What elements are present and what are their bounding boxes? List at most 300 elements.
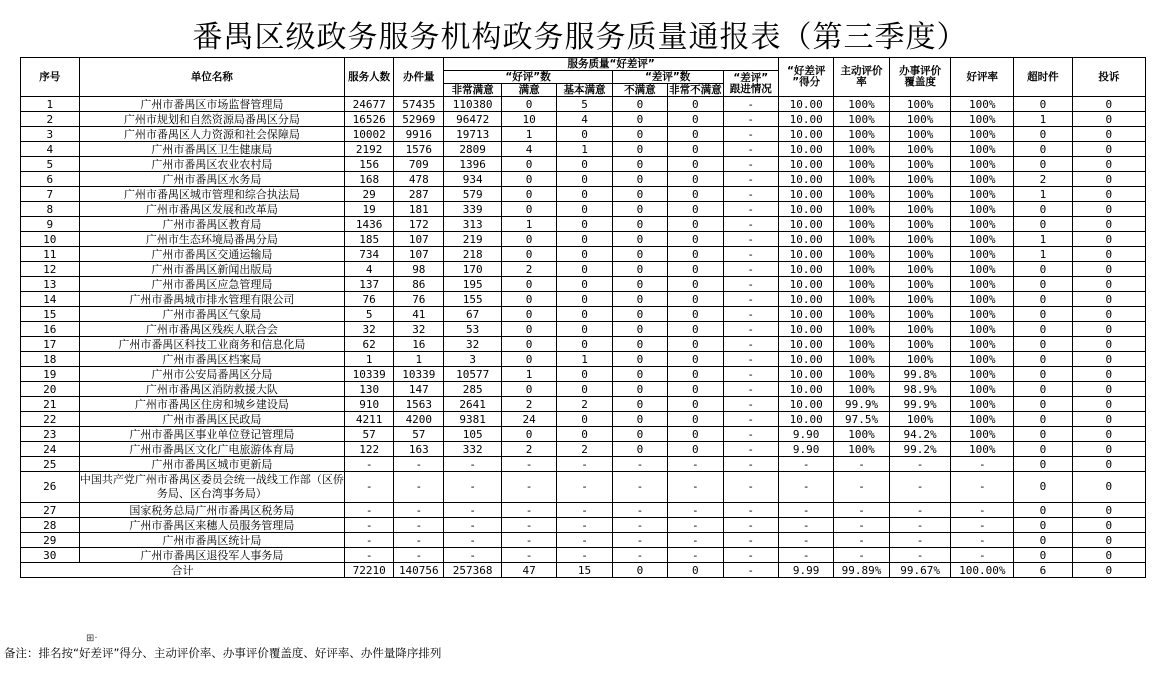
cell-satisfied: 0 <box>501 292 556 307</box>
cell-very-satisfied: 3 <box>444 352 502 367</box>
cell-very-satisfied: 332 <box>444 442 502 457</box>
cell-coverage: - <box>889 472 951 503</box>
table-row <box>21 202 1146 217</box>
cell-volume: 107 <box>394 232 444 247</box>
cell-very-satisfied: 285 <box>444 382 502 397</box>
cell-seq: 6 <box>21 172 80 187</box>
cell-followup: - <box>723 367 778 382</box>
cell-overtime: 0 <box>1014 337 1073 352</box>
cell-seq: 25 <box>21 457 80 472</box>
cell-active-rate: 100% <box>834 262 889 277</box>
cell-active-rate: 100% <box>834 442 889 457</box>
cell-basic-satisfied: - <box>557 548 612 563</box>
cell-people: 10002 <box>345 127 394 142</box>
cell-followup: - <box>723 352 778 367</box>
cell-followup: - <box>723 127 778 142</box>
cell-overtime: 1 <box>1014 112 1073 127</box>
paste-options-icon[interactable]: ⊞· <box>86 633 98 644</box>
header-service-people: 服务人数 <box>345 58 394 97</box>
cell-satisfied: - <box>501 457 556 472</box>
cell-active-rate: 100% <box>834 247 889 262</box>
cell-overtime: 0 <box>1014 518 1073 533</box>
cell-overtime: 0 <box>1014 457 1073 472</box>
cell-score: 10.00 <box>778 277 833 292</box>
cell-volume: - <box>394 472 444 503</box>
cell-satisfied: 0 <box>501 97 556 112</box>
total-complaint: 0 <box>1072 563 1145 578</box>
cell-satisfied: 0 <box>501 322 556 337</box>
cell-basic-satisfied: 2 <box>557 397 612 412</box>
cell-unsatisfied: 0 <box>612 397 667 412</box>
cell-overtime: 0 <box>1014 277 1073 292</box>
cell-active-rate: 100% <box>834 307 889 322</box>
cell-people: 168 <box>345 172 394 187</box>
header-good-group: “好评”数 <box>444 71 612 84</box>
cell-overtime: 0 <box>1014 97 1073 112</box>
cell-basic-satisfied: 1 <box>557 352 612 367</box>
cell-volume: 41 <box>394 307 444 322</box>
cell-people: 130 <box>345 382 394 397</box>
cell-good-rate: 100% <box>951 187 1014 202</box>
cell-score: 10.00 <box>778 337 833 352</box>
cell-coverage: 100% <box>889 307 951 322</box>
cell-overtime: 0 <box>1014 202 1073 217</box>
total-satisfied: 47 <box>501 563 556 578</box>
cell-good-rate: 100% <box>951 142 1014 157</box>
cell-satisfied: 10 <box>501 112 556 127</box>
cell-complaint: 0 <box>1072 337 1145 352</box>
cell-volume: 76 <box>394 292 444 307</box>
cell-followup: - <box>723 97 778 112</box>
cell-very-unsatisfied: 0 <box>668 172 723 187</box>
total-basic-satisfied: 15 <box>557 563 612 578</box>
cell-followup: - <box>723 157 778 172</box>
cell-coverage: - <box>889 533 951 548</box>
cell-unit: 国家税务总局广州市番禺区税务局 <box>79 503 345 518</box>
cell-coverage: 94.2% <box>889 427 951 442</box>
cell-score: 10.00 <box>778 217 833 232</box>
cell-followup: - <box>723 112 778 127</box>
cell-active-rate: - <box>834 472 889 503</box>
cell-score: 10.00 <box>778 127 833 142</box>
cell-coverage: 100% <box>889 337 951 352</box>
cell-score: 10.00 <box>778 292 833 307</box>
cell-overtime: 0 <box>1014 217 1073 232</box>
cell-active-rate: 99.9% <box>834 397 889 412</box>
cell-very-satisfied: 219 <box>444 232 502 247</box>
cell-basic-satisfied: 0 <box>557 187 612 202</box>
cell-complaint: 0 <box>1072 307 1145 322</box>
total-volume: 140756 <box>394 563 444 578</box>
cell-basic-satisfied: 0 <box>557 277 612 292</box>
cell-complaint: 0 <box>1072 157 1145 172</box>
cell-good-rate: 100% <box>951 247 1014 262</box>
cell-score: 10.00 <box>778 112 833 127</box>
cell-active-rate: - <box>834 518 889 533</box>
cell-seq: 1 <box>21 97 80 112</box>
cell-unit: 广州市番禺区新闻出版局 <box>79 262 345 277</box>
cell-very-satisfied: - <box>444 457 502 472</box>
cell-very-satisfied: 579 <box>444 187 502 202</box>
cell-active-rate: 100% <box>834 112 889 127</box>
cell-people: 62 <box>345 337 394 352</box>
cell-very-satisfied: 218 <box>444 247 502 262</box>
total-coverage: 99.67% <box>889 563 951 578</box>
cell-overtime: 0 <box>1014 157 1073 172</box>
cell-coverage: 100% <box>889 232 951 247</box>
table-row <box>21 262 1146 277</box>
cell-unit: 广州市番禺区水务局 <box>79 172 345 187</box>
cell-very-satisfied: 1396 <box>444 157 502 172</box>
cell-complaint: 0 <box>1072 533 1145 548</box>
total-active-rate: 99.89% <box>834 563 889 578</box>
cell-unit: 广州市番禺区消防救援大队 <box>79 382 345 397</box>
cell-people: 16526 <box>345 112 394 127</box>
cell-seq: 21 <box>21 397 80 412</box>
cell-complaint: 0 <box>1072 427 1145 442</box>
cell-seq: 30 <box>21 548 80 563</box>
table-row <box>21 518 1146 533</box>
cell-unsatisfied: 0 <box>612 382 667 397</box>
table-row <box>21 382 1146 397</box>
cell-score: 10.00 <box>778 247 833 262</box>
table-row <box>21 277 1146 292</box>
table-row <box>21 397 1146 412</box>
cell-unsatisfied: 0 <box>612 112 667 127</box>
total-followup: - <box>723 563 778 578</box>
cell-volume: 9916 <box>394 127 444 142</box>
cell-satisfied: 0 <box>501 232 556 247</box>
cell-complaint: 0 <box>1072 292 1145 307</box>
cell-good-rate: 100% <box>951 307 1014 322</box>
cell-unit: 广州市番禺区档案局 <box>79 352 345 367</box>
cell-very-unsatisfied: 0 <box>668 322 723 337</box>
cell-unsatisfied: 0 <box>612 262 667 277</box>
cell-active-rate: 100% <box>834 427 889 442</box>
cell-volume: 1 <box>394 352 444 367</box>
cell-seq: 20 <box>21 382 80 397</box>
cell-seq: 2 <box>21 112 80 127</box>
cell-unit: 广州市番禺区城市管理和综合执法局 <box>79 187 345 202</box>
cell-score: 10.00 <box>778 352 833 367</box>
cell-seq: 15 <box>21 307 80 322</box>
cell-satisfied: - <box>501 518 556 533</box>
cell-coverage: 100% <box>889 127 951 142</box>
cell-coverage: 100% <box>889 412 951 427</box>
cell-score: 10.00 <box>778 187 833 202</box>
cell-volume: - <box>394 548 444 563</box>
cell-complaint: 0 <box>1072 503 1145 518</box>
cell-people: 76 <box>345 292 394 307</box>
cell-complaint: 0 <box>1072 97 1145 112</box>
cell-satisfied: 0 <box>501 157 556 172</box>
cell-good-rate: 100% <box>951 262 1014 277</box>
cell-coverage: 99.2% <box>889 442 951 457</box>
cell-unsatisfied: 0 <box>612 97 667 112</box>
cell-seq: 11 <box>21 247 80 262</box>
cell-complaint: 0 <box>1072 518 1145 533</box>
cell-people: 4211 <box>345 412 394 427</box>
cell-people: 19 <box>345 202 394 217</box>
cell-very-satisfied: 96472 <box>444 112 502 127</box>
table-row <box>21 337 1146 352</box>
report-table <box>20 57 1146 578</box>
cell-overtime: 0 <box>1014 412 1073 427</box>
cell-coverage: - <box>889 518 951 533</box>
cell-overtime: 0 <box>1014 322 1073 337</box>
cell-basic-satisfied: 0 <box>557 292 612 307</box>
cell-unit: 广州市番禺区市场监督管理局 <box>79 97 345 112</box>
cell-very-satisfied: - <box>444 503 502 518</box>
cell-people: - <box>345 503 394 518</box>
cell-volume: 57435 <box>394 97 444 112</box>
cell-complaint: 0 <box>1072 112 1145 127</box>
table-row <box>21 247 1146 262</box>
cell-people: 4 <box>345 262 394 277</box>
cell-unit: 广州市番禺区残疾人联合会 <box>79 322 345 337</box>
cell-score: 10.00 <box>778 307 833 322</box>
header-active-rate: 主动评价 率 <box>834 58 889 97</box>
cell-good-rate: 100% <box>951 397 1014 412</box>
cell-volume: 478 <box>394 172 444 187</box>
table-row <box>21 533 1146 548</box>
cell-very-unsatisfied: 0 <box>668 262 723 277</box>
cell-satisfied: 0 <box>501 307 556 322</box>
table-row <box>21 157 1146 172</box>
cell-complaint: 0 <box>1072 247 1145 262</box>
cell-seq: 5 <box>21 157 80 172</box>
cell-overtime: 0 <box>1014 367 1073 382</box>
cell-overtime: 2 <box>1014 172 1073 187</box>
cell-seq: 26 <box>21 472 80 503</box>
cell-followup: - <box>723 472 778 503</box>
cell-complaint: 0 <box>1072 202 1145 217</box>
cell-active-rate: 100% <box>834 142 889 157</box>
cell-seq: 14 <box>21 292 80 307</box>
cell-people: 156 <box>345 157 394 172</box>
cell-unsatisfied: - <box>612 518 667 533</box>
cell-volume: 172 <box>394 217 444 232</box>
cell-unsatisfied: - <box>612 472 667 503</box>
cell-very-satisfied: - <box>444 472 502 503</box>
table-row <box>21 307 1146 322</box>
cell-satisfied: 0 <box>501 247 556 262</box>
cell-people: - <box>345 548 394 563</box>
cell-complaint: 0 <box>1072 412 1145 427</box>
table-row <box>21 472 1146 503</box>
total-score: 9.99 <box>778 563 833 578</box>
cell-followup: - <box>723 382 778 397</box>
cell-active-rate: 100% <box>834 127 889 142</box>
cell-volume: 107 <box>394 247 444 262</box>
cell-score: 10.00 <box>778 322 833 337</box>
cell-very-unsatisfied: 0 <box>668 187 723 202</box>
table-row <box>21 322 1146 337</box>
cell-people: 910 <box>345 397 394 412</box>
table-row <box>21 412 1146 427</box>
cell-satisfied: 1 <box>501 367 556 382</box>
cell-unit: 广州市番禺区发展和改革局 <box>79 202 345 217</box>
table-row <box>21 217 1146 232</box>
cell-seq: 29 <box>21 533 80 548</box>
cell-very-satisfied: - <box>444 533 502 548</box>
cell-complaint: 0 <box>1072 232 1145 247</box>
header-unit: 单位名称 <box>79 58 345 97</box>
cell-basic-satisfied: 1 <box>557 142 612 157</box>
cell-very-unsatisfied: - <box>668 457 723 472</box>
cell-very-satisfied: 9381 <box>444 412 502 427</box>
cell-good-rate: 100% <box>951 97 1014 112</box>
cell-very-satisfied: 2641 <box>444 397 502 412</box>
cell-volume: - <box>394 533 444 548</box>
cell-overtime: 0 <box>1014 472 1073 503</box>
cell-good-rate: 100% <box>951 442 1014 457</box>
cell-basic-satisfied: 0 <box>557 202 612 217</box>
cell-overtime: 1 <box>1014 232 1073 247</box>
cell-very-unsatisfied: 0 <box>668 112 723 127</box>
cell-very-unsatisfied: 0 <box>668 292 723 307</box>
cell-coverage: - <box>889 503 951 518</box>
cell-coverage: 100% <box>889 352 951 367</box>
cell-overtime: 0 <box>1014 352 1073 367</box>
cell-seq: 16 <box>21 322 80 337</box>
cell-unsatisfied: 0 <box>612 202 667 217</box>
cell-very-satisfied: 67 <box>444 307 502 322</box>
cell-very-unsatisfied: 0 <box>668 97 723 112</box>
cell-satisfied: 2 <box>501 262 556 277</box>
cell-unsatisfied: 0 <box>612 337 667 352</box>
table-row <box>21 367 1146 382</box>
cell-people: 5 <box>345 307 394 322</box>
cell-people: - <box>345 518 394 533</box>
cell-overtime: 0 <box>1014 442 1073 457</box>
cell-good-rate: 100% <box>951 217 1014 232</box>
cell-people: 2192 <box>345 142 394 157</box>
cell-good-rate: 100% <box>951 202 1014 217</box>
header-bad-group: “差评”数 <box>612 71 723 84</box>
cell-seq: 4 <box>21 142 80 157</box>
cell-volume: 16 <box>394 337 444 352</box>
header-very-satisfied: 非常满意 <box>444 84 502 97</box>
cell-coverage: 100% <box>889 292 951 307</box>
cell-unit: 中国共产党广州市番禺区委员会统一战线工作部（区侨务局、区台湾事务局） <box>79 472 345 503</box>
cell-very-unsatisfied: - <box>668 503 723 518</box>
header-good-rate: 好评率 <box>951 58 1014 97</box>
cell-basic-satisfied: 0 <box>557 217 612 232</box>
cell-followup: - <box>723 548 778 563</box>
cell-satisfied: 0 <box>501 172 556 187</box>
cell-score: - <box>778 533 833 548</box>
cell-very-satisfied: 10577 <box>444 367 502 382</box>
cell-unit: 广州市番禺区交通运输局 <box>79 247 345 262</box>
header-complaint: 投诉 <box>1072 58 1145 97</box>
cell-unit: 广州市番禺区文化广电旅游体育局 <box>79 442 345 457</box>
cell-complaint: 0 <box>1072 217 1145 232</box>
cell-unsatisfied: 0 <box>612 142 667 157</box>
cell-followup: - <box>723 322 778 337</box>
cell-active-rate: - <box>834 503 889 518</box>
cell-unit: 广州市番禺区统计局 <box>79 533 345 548</box>
cell-very-unsatisfied: - <box>668 548 723 563</box>
cell-followup: - <box>723 217 778 232</box>
cell-coverage: 99.9% <box>889 397 951 412</box>
cell-unit: 广州市番禺区来穗人员服务管理局 <box>79 518 345 533</box>
table-row <box>21 112 1146 127</box>
header-overtime: 超时件 <box>1014 58 1073 97</box>
cell-unit: 广州市番禺区退役军人事务局 <box>79 548 345 563</box>
cell-coverage: 99.8% <box>889 367 951 382</box>
cell-active-rate: 100% <box>834 172 889 187</box>
cell-active-rate: 100% <box>834 202 889 217</box>
cell-very-unsatisfied: - <box>668 472 723 503</box>
cell-followup: - <box>723 533 778 548</box>
table-row <box>21 172 1146 187</box>
cell-unit: 广州市番禺区农业农村局 <box>79 157 345 172</box>
cell-seq: 23 <box>21 427 80 442</box>
cell-very-unsatisfied: 0 <box>668 247 723 262</box>
cell-people: 24677 <box>345 97 394 112</box>
cell-seq: 19 <box>21 367 80 382</box>
cell-score: 10.00 <box>778 262 833 277</box>
cell-followup: - <box>723 277 778 292</box>
total-label: 合计 <box>21 563 345 578</box>
cell-coverage: 100% <box>889 112 951 127</box>
total-very-unsatisfied: 0 <box>668 563 723 578</box>
cell-unit: 广州市规划和自然资源局番禺区分局 <box>79 112 345 127</box>
cell-satisfied: - <box>501 533 556 548</box>
cell-followup: - <box>723 442 778 457</box>
cell-followup: - <box>723 262 778 277</box>
cell-active-rate: 100% <box>834 217 889 232</box>
cell-good-rate: 100% <box>951 172 1014 187</box>
cell-score: 10.00 <box>778 97 833 112</box>
cell-satisfied: - <box>501 503 556 518</box>
cell-very-unsatisfied: 0 <box>668 157 723 172</box>
cell-very-unsatisfied: 0 <box>668 382 723 397</box>
cell-score: 10.00 <box>778 382 833 397</box>
cell-coverage: 100% <box>889 247 951 262</box>
cell-basic-satisfied: 0 <box>557 232 612 247</box>
cell-complaint: 0 <box>1072 397 1145 412</box>
cell-volume: - <box>394 518 444 533</box>
cell-coverage: 100% <box>889 97 951 112</box>
cell-coverage: 100% <box>889 262 951 277</box>
cell-very-satisfied: 313 <box>444 217 502 232</box>
cell-basic-satisfied: 0 <box>557 367 612 382</box>
cell-satisfied: 0 <box>501 382 556 397</box>
cell-complaint: 0 <box>1072 472 1145 503</box>
cell-basic-satisfied: - <box>557 518 612 533</box>
table-row <box>21 292 1146 307</box>
header-basic-satisfied: 基本满意 <box>557 84 612 97</box>
cell-followup: - <box>723 397 778 412</box>
cell-volume: 147 <box>394 382 444 397</box>
cell-satisfied: - <box>501 472 556 503</box>
cell-seq: 9 <box>21 217 80 232</box>
cell-followup: - <box>723 427 778 442</box>
cell-unsatisfied: 0 <box>612 412 667 427</box>
cell-score: 10.00 <box>778 202 833 217</box>
cell-complaint: 0 <box>1072 367 1145 382</box>
cell-active-rate: 100% <box>834 157 889 172</box>
cell-coverage: - <box>889 548 951 563</box>
cell-followup: - <box>723 172 778 187</box>
cell-very-satisfied: 32 <box>444 337 502 352</box>
cell-complaint: 0 <box>1072 442 1145 457</box>
table-row <box>21 457 1146 472</box>
cell-active-rate: 100% <box>834 337 889 352</box>
cell-unit: 广州市生态环境局番禺分局 <box>79 232 345 247</box>
